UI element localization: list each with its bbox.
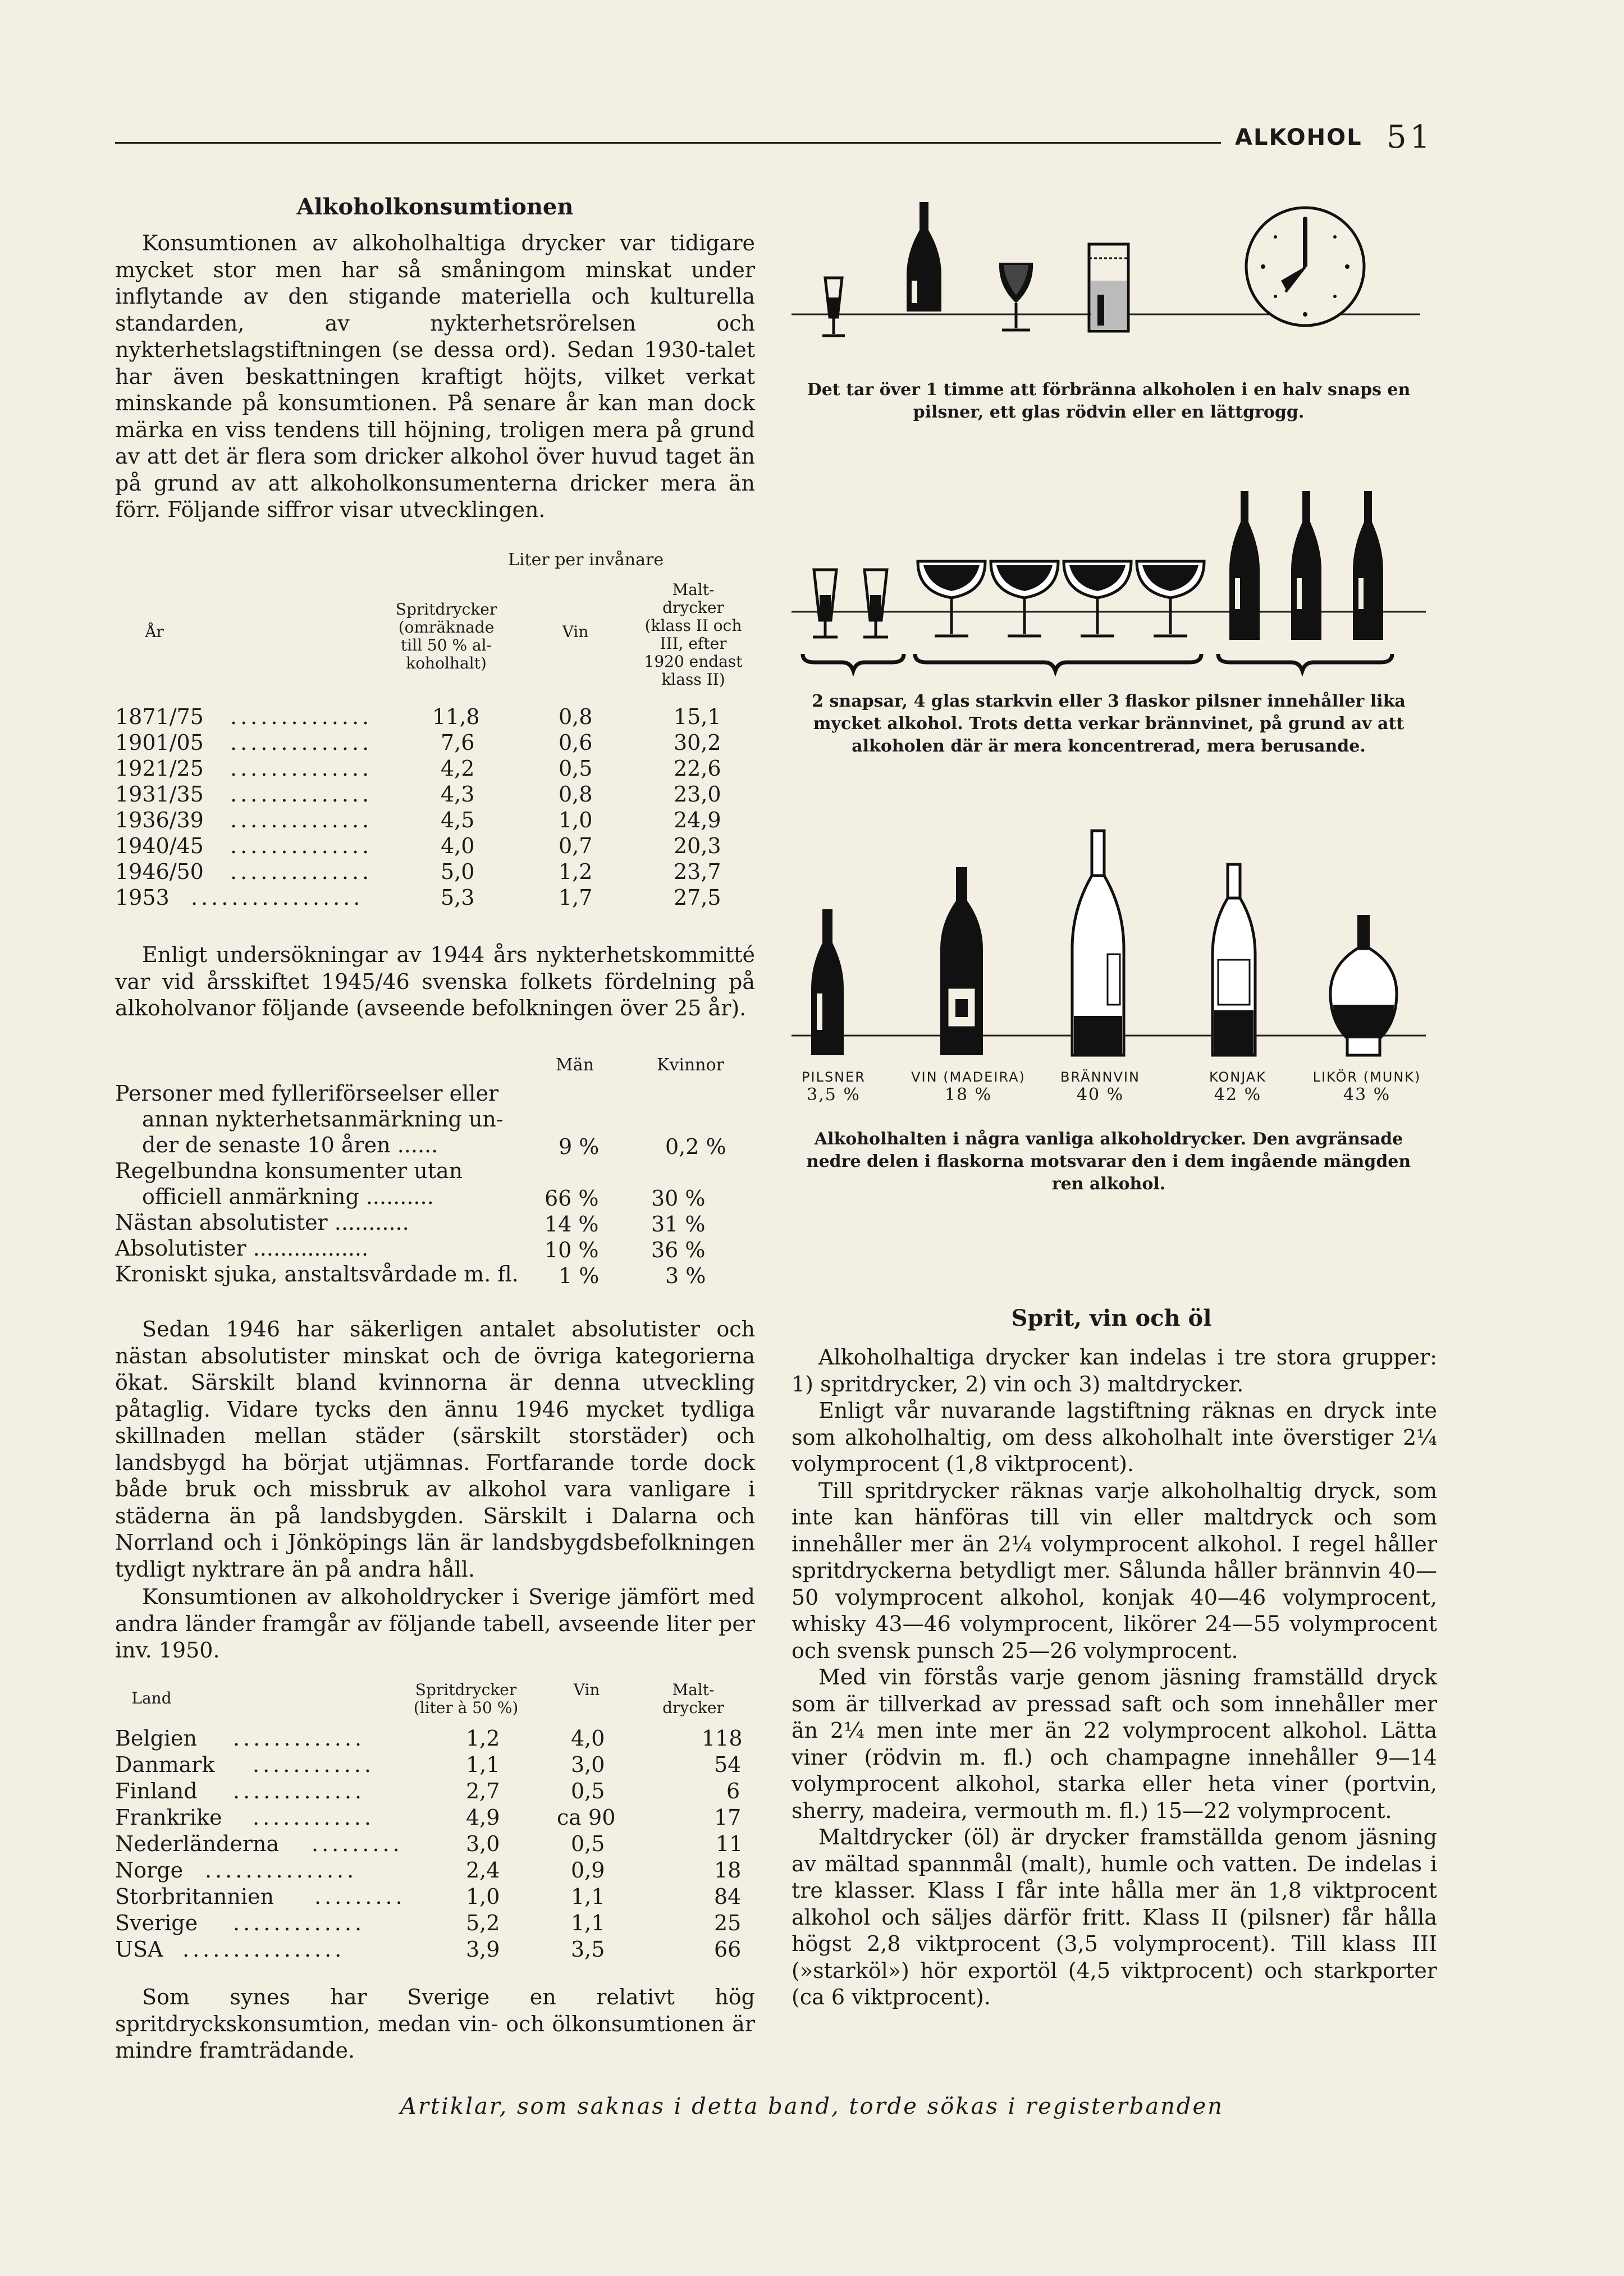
cell-malt: 23,0 xyxy=(674,782,721,807)
intro-paragraph: Konsumtionen av alkoholhaltiga drycker var tidigare mycket stor men har så småningom minskat under inflytande av den stigande materiella och kulturella standarden, av nykterhetsrörelsen och nykterhetslagstiftningen (se dessa ord). Sedan 1930-talet har även beskattningen kraftigt höjts, vilket verkat minskande på konsumtionen. På senare år kan man dock märka en viss tendens till höjning, troligen mera på grund av att det är flera som dricker alkohol över huvud taget än på grund av att alkoholkonsumenterna dricker mera än förr. Följande siffror visar utvecklingen. xyxy=(115,231,755,522)
cell-man: 10 % xyxy=(545,1238,599,1262)
page-number: 51 xyxy=(1387,119,1434,155)
bottle-label-likor xyxy=(1297,1069,1437,1105)
table-row xyxy=(115,1779,755,1805)
cell-year: 1953 xyxy=(115,885,170,910)
table-row xyxy=(115,808,755,834)
cell-vin: 0,7 xyxy=(559,834,593,858)
illustration-alcohol-content xyxy=(792,825,1426,1072)
cell-malt: 20,3 xyxy=(674,834,721,858)
table-row xyxy=(115,1911,755,1937)
cell-sprit: 3,0 xyxy=(466,1831,500,1856)
row-label: officiell anmärkning .......... xyxy=(142,1184,434,1209)
cell-land: USA xyxy=(115,1937,163,1962)
dot-leader: .............. xyxy=(230,756,373,781)
table-row xyxy=(115,704,755,730)
cell-land: Frankrike xyxy=(115,1805,222,1830)
dot-leader: ................ xyxy=(182,1937,345,1962)
bottle-name: LIKÖR (MUNK) xyxy=(1312,1069,1421,1085)
col-header-sprit-line: (liter à 50 %) xyxy=(413,1698,519,1717)
cell-vin: 1,1 xyxy=(571,1911,605,1935)
cell-vin: 3,0 xyxy=(571,1752,605,1777)
col-header-vin: Vin xyxy=(562,622,589,641)
cell-vin: 4,0 xyxy=(571,1726,605,1751)
brannvin-bottle-icon xyxy=(1072,831,1124,1055)
paragraph-trends: Sedan 1946 har säkerligen antalet absolutister och nästan absolutister minskat och de övriga kategorierna ökat. Särskilt bland kvinnorna är denna utveckling påtaglig. Vidare tycks den ännu 1946 mycket tydliga skillnaden mellan städer (särskilt storstäder) och landsbygd ha börjat utjämnas. Fortfarande torde dock både bruk och missbruk av alkohol vara vanligare i städerna än på landsbygden. Särskilt i Dalarna och Norrland och i Jönköpings län är landsbygdsbefolkningen tydligt nyktrare än på andra håll. xyxy=(115,1317,755,1582)
cell-sprit: 4,0 xyxy=(441,834,475,858)
paragraph-maltdrycker: Maltdrycker (öl) är drycker framställda genom jäsning av mältad spannmål (malt), humle och vatten. De indelas i tre klasser. Klass I får inte hålla mer än 1,8 viktprocent alkohol och säljes därför fritt. Klass II (pilsner) får hålla högst 2,8 viktprocent (3,5 volymprocent). Till klass III (»starköl») hör exportöl (4,5 viktprocent) och starkporter (ca 6 viktprocent). xyxy=(792,1825,1437,2009)
dot-leader: ............. xyxy=(233,1911,365,1935)
col-header-sprit xyxy=(379,601,514,672)
cell-sprit: 4,2 xyxy=(441,756,475,781)
bottle-label-pilsner xyxy=(789,1069,879,1105)
cell-sprit: 4,9 xyxy=(466,1805,500,1830)
row-label: annan nykterhetsanmärkning un- xyxy=(142,1107,504,1132)
bottle-name: BRÄNNVIN xyxy=(1060,1069,1140,1085)
cell-vin: 0,5 xyxy=(571,1831,605,1856)
cell-sprit: 1,0 xyxy=(466,1884,500,1909)
pilsner-bottle-icon xyxy=(1353,491,1383,640)
col-header-land: Land xyxy=(131,1689,172,1707)
cell-land: Belgien xyxy=(115,1726,198,1751)
cell-sprit: 3,9 xyxy=(466,1937,500,1962)
cell-vin: 0,9 xyxy=(571,1858,605,1883)
cell-land: Storbritannien xyxy=(115,1884,274,1909)
bottle-label-brannvin xyxy=(1044,1069,1156,1105)
col-header-vin: Vin xyxy=(573,1680,600,1699)
cell-sprit: 7,6 xyxy=(441,730,475,755)
bottle-pct: 3,5 % xyxy=(807,1085,861,1105)
cell-malt: 22,6 xyxy=(674,756,721,781)
cell-malt: 27,5 xyxy=(674,885,721,910)
col-header-sprit-line: (omräknade xyxy=(398,618,495,636)
cell-malt: 17 xyxy=(714,1805,742,1830)
cell-year: 1921/25 xyxy=(115,756,204,781)
wine-glass-icon xyxy=(999,263,1033,330)
table-row xyxy=(115,1805,755,1831)
row-label: Kroniskt sjuka, anstaltsvårdade m. fl. xyxy=(115,1262,519,1286)
wine-bottle-madeira-icon xyxy=(940,867,983,1055)
bottle-name: PILSNER xyxy=(802,1069,866,1085)
paragraph-survey: Enligt undersökningar av 1944 års nykterhetskommitté var vid årsskiftet 1945/46 svenska folkets fördelning på alkoholvanor följande (avseende befolkningen över 25 år). xyxy=(115,942,755,1020)
table-row xyxy=(115,1726,755,1752)
table-row xyxy=(115,1937,755,1963)
cell-sprit: 4,3 xyxy=(441,782,475,807)
dot-leader: ............... xyxy=(205,1858,358,1883)
pilsner-bottle-icon xyxy=(907,202,941,312)
table-super-header: Liter per invånare xyxy=(508,550,664,570)
cell-sprit: 2,7 xyxy=(466,1779,500,1803)
right-text-block xyxy=(792,1344,1437,2011)
table-row xyxy=(115,730,755,756)
dot-leader: ................. xyxy=(191,885,364,910)
table-row xyxy=(115,1831,755,1858)
row-label: Personer med fylleriförseelser eller xyxy=(115,1081,499,1106)
cell-malt: 84 xyxy=(714,1884,742,1909)
cell-vin: 3,5 xyxy=(571,1937,605,1962)
paragraph-conclusion: Som synes har Sverige en relativt hög spritdryckskonsumtion, medan vin- och ölkonsumtionen är mindre framträdande. xyxy=(115,1985,755,2063)
bottle-label-vin xyxy=(893,1069,1044,1105)
dot-leader: ............. xyxy=(233,1779,365,1803)
cell-year: 1931/35 xyxy=(115,782,204,807)
cell-malt: 15,1 xyxy=(674,704,721,729)
cell-sprit: 11,8 xyxy=(432,704,480,729)
cell-land: Norge xyxy=(115,1858,184,1883)
cell-kvinnor: 36 % xyxy=(651,1238,706,1262)
cell-sprit: 1,1 xyxy=(466,1752,500,1777)
cell-vin: 1,7 xyxy=(559,885,593,910)
table-row xyxy=(115,885,755,911)
cell-year: 1946/50 xyxy=(115,859,204,884)
cell-malt: 6 xyxy=(726,1779,740,1803)
col-header-sprit-line: Spritdrycker xyxy=(395,600,497,619)
cell-vin: 1,0 xyxy=(559,808,593,832)
paragraph-comparison: Konsumtionen av alkoholdrycker i Sverige jämfört med andra länder framgår av följande tabell, avseende liter per inv. 1950. xyxy=(115,1585,755,1663)
cell-sprit: 5,3 xyxy=(441,885,475,910)
cell-malt: 118 xyxy=(702,1726,743,1751)
dot-leader: .............. xyxy=(230,782,373,807)
dot-leader: .............. xyxy=(230,704,373,729)
paragraph-spritdrycker: Till spritdrycker räknas varje alkoholhaltig dryck, som inte kan hänföras till vin eller maltdryck och som innehåller mer än 2¼ volymprocent alkohol. I regel håller spritdryckerna betydligt mer. Sålunda håller brännvin 40—50 volymprocent alkohol, konjak 40—46 volymprocent, whisky 43—46 volymprocent, likörer 24—55 volymprocent och svensk punsch 25—26 volymprocent. xyxy=(792,1478,1437,1663)
cell-man: 14 % xyxy=(545,1212,599,1237)
col-header-malt-line: Malt- xyxy=(672,580,715,599)
snaps-glass-icon xyxy=(813,570,838,637)
table-row xyxy=(115,756,755,782)
konjak-bottle-icon xyxy=(1213,864,1255,1055)
cell-malt: 24,9 xyxy=(674,808,721,832)
bottle-label-konjak xyxy=(1187,1069,1288,1105)
dot-leader: .............. xyxy=(230,834,373,858)
paragraph-groups: Alkoholhaltiga drycker kan indelas i tre stora grupper: 1) spritdrycker, 2) vin och 3) maltdrycker. xyxy=(792,1345,1437,1396)
cell-vin: 0,8 xyxy=(559,704,593,729)
cell-sprit: 2,4 xyxy=(466,1858,500,1883)
dot-leader: .............. xyxy=(230,808,373,832)
bottle-pct: 43 % xyxy=(1343,1085,1391,1105)
cell-vin: 0,5 xyxy=(571,1779,605,1803)
cell-vin: 1,1 xyxy=(571,1884,605,1909)
header-rule xyxy=(115,142,1221,144)
cell-year: 1936/39 xyxy=(115,808,204,832)
table-row xyxy=(115,834,755,859)
dot-leader: .............. xyxy=(230,859,373,884)
pilsner-bottle-icon xyxy=(1229,491,1260,640)
cell-vin: 1,2 xyxy=(559,859,593,884)
pilsner-bottle-icon xyxy=(811,909,844,1055)
cell-malt: 25 xyxy=(714,1911,742,1935)
table-row xyxy=(115,782,755,808)
wine-glass-icon xyxy=(1137,561,1204,636)
bottle-name: VIN (MADEIRA) xyxy=(911,1069,1026,1085)
col-header-malt xyxy=(654,1681,733,1717)
cell-malt: 66 xyxy=(714,1937,742,1962)
col-header-kvinnor: Kvinnor xyxy=(657,1055,724,1075)
col-header-year: År xyxy=(145,622,164,641)
cell-malt: 30,2 xyxy=(674,730,721,755)
col-header-malt-line: Malt- xyxy=(672,1680,715,1699)
col-header-malt-line: III, efter xyxy=(660,634,727,653)
dot-leader: ............ xyxy=(253,1752,374,1777)
cell-sprit: 5,0 xyxy=(441,859,475,884)
likor-munk-bottle-icon xyxy=(1330,915,1397,1055)
col-header-sprit-line: till 50 % al- xyxy=(400,636,492,654)
col-header-malt-line: klass II) xyxy=(661,670,725,689)
clock-icon xyxy=(1246,208,1364,326)
col-header-sprit-line: Spritdrycker xyxy=(415,1680,517,1699)
cell-kvinnor: 0,2 % xyxy=(665,1134,726,1159)
cell-sprit: 5,2 xyxy=(466,1911,500,1935)
section-heading-alkoholkonsumtionen: Alkoholkonsumtionen xyxy=(296,194,574,220)
cell-kvinnor: 3 % xyxy=(665,1263,706,1288)
cell-land: Finland xyxy=(115,1779,198,1803)
snaps-glass-icon xyxy=(863,570,888,637)
illustration-burn-time xyxy=(792,196,1426,359)
section-title: ALKOHOL xyxy=(1235,125,1362,150)
dot-leader: ............. xyxy=(233,1726,365,1751)
cell-vin: 0,8 xyxy=(559,782,593,807)
bottle-pct: 18 % xyxy=(944,1085,992,1105)
section-heading-sprit-vin-ol: Sprit, vin och öl xyxy=(1011,1305,1212,1331)
cell-land: Danmark xyxy=(115,1752,215,1777)
snaps-glass-icon xyxy=(822,278,845,336)
cell-sprit: 4,5 xyxy=(441,808,475,832)
cell-vin: 0,5 xyxy=(559,756,593,781)
table-row xyxy=(115,859,755,885)
cell-sprit: 1,2 xyxy=(466,1726,500,1751)
dot-leader: ......... xyxy=(314,1884,406,1909)
bottle-name: KONJAK xyxy=(1209,1069,1267,1085)
row-label: Regelbundna konsumenter utan xyxy=(115,1158,463,1183)
cell-year: 1901/05 xyxy=(115,730,204,755)
row-label: der de senaste 10 åren ...... xyxy=(142,1133,438,1157)
cell-malt: 11 xyxy=(716,1831,743,1856)
wine-glass-icon xyxy=(991,561,1058,636)
table-row xyxy=(115,1884,755,1911)
cell-man: 9 % xyxy=(559,1134,600,1159)
cell-land: Sverige xyxy=(115,1911,198,1935)
bottle-pct: 42 % xyxy=(1214,1085,1262,1105)
bottle-pct: 40 % xyxy=(1076,1085,1124,1105)
col-header-malt-line: (klass II och xyxy=(644,616,742,635)
caption-alcohol-content: Alkoholhalten i några vanliga alkoholdrycker. Den avgränsade nedre delen i flaskorna motsvarar den i dem ingående mängden ren alkohol. xyxy=(806,1129,1411,1194)
cell-malt: 18 xyxy=(714,1858,742,1883)
table-row xyxy=(115,1752,755,1779)
row-label: Nästan absolutister ........... xyxy=(115,1210,409,1235)
cell-man: 66 % xyxy=(545,1186,599,1211)
cell-vin: ca 90 xyxy=(557,1805,616,1830)
dot-leader: .............. xyxy=(230,730,373,755)
pilsner-bottle-icon xyxy=(1291,491,1321,640)
cell-malt: 54 xyxy=(714,1752,742,1777)
caption-burn-time: Det tar över 1 timme att förbränna alkoholen i en halv snaps en pilsner, ett glas rödvin eller en lättgrogg. xyxy=(807,380,1411,422)
dot-leader: ............ xyxy=(253,1805,374,1830)
caption-equal-alcohol: 2 snapsar, 4 glas starkvin eller 3 flaskor pilsner innehåller lika mycket alkohol. Trots detta verkar brännvinet, på grund av att alkoholen där är mera koncentrerad, mera berusande. xyxy=(812,691,1406,756)
grouping-brace-icon xyxy=(803,654,1392,671)
grog-glass-icon xyxy=(1089,244,1128,331)
cell-malt: 23,7 xyxy=(674,859,721,884)
cell-land: Nederländerna xyxy=(115,1831,280,1856)
col-header-malt-line: drycker xyxy=(662,1698,724,1717)
dot-leader: ......... xyxy=(312,1831,403,1856)
paragraph-legislation: Enligt vår nuvarande lagstiftning räknas en dryck inte som alkoholhaltig, om dess alkoholhalt inte överstiger 2¼ volymprocent (1,8 viktprocent). xyxy=(792,1398,1437,1476)
row-label: Absolutister ................. xyxy=(115,1236,369,1261)
cell-kvinnor: 30 % xyxy=(651,1186,706,1211)
wine-glass-icon xyxy=(1064,561,1131,636)
col-header-sprit-line: koholhalt) xyxy=(406,654,487,672)
paragraph-vin: Med vin förstås varje genom jäsning framställd dryck som är tillverkad av pressad saft och som innehåller mer än 2¼ men inte mer än 22 volymprocent alkohol. Lätta viner (rödvin m. fl.) och champagne innehåller 9—14 volymprocent alkohol, starka eller heta viner (portvin, sherry, madeira, vermouth m. fl.) 15—22 volymprocent. xyxy=(792,1665,1437,1823)
cell-man: 1 % xyxy=(559,1263,600,1288)
wine-glass-icon xyxy=(918,561,985,636)
col-header-man: Män xyxy=(556,1055,594,1075)
cell-year: 1871/75 xyxy=(115,704,204,729)
cell-year: 1940/45 xyxy=(115,834,204,858)
table-row xyxy=(115,1858,755,1884)
col-header-sprit xyxy=(399,1681,533,1717)
col-header-malt xyxy=(632,581,755,689)
footer-note: Artiklar, som saknas i detta band, torde sökas i registerbanden xyxy=(400,2094,1224,2119)
cell-kvinnor: 31 % xyxy=(651,1212,706,1237)
col-header-malt-line: drycker xyxy=(662,598,724,617)
illustration-equal-alcohol xyxy=(792,486,1426,676)
col-header-malt-line: 1920 endast xyxy=(644,652,743,671)
cell-vin: 0,6 xyxy=(559,730,593,755)
